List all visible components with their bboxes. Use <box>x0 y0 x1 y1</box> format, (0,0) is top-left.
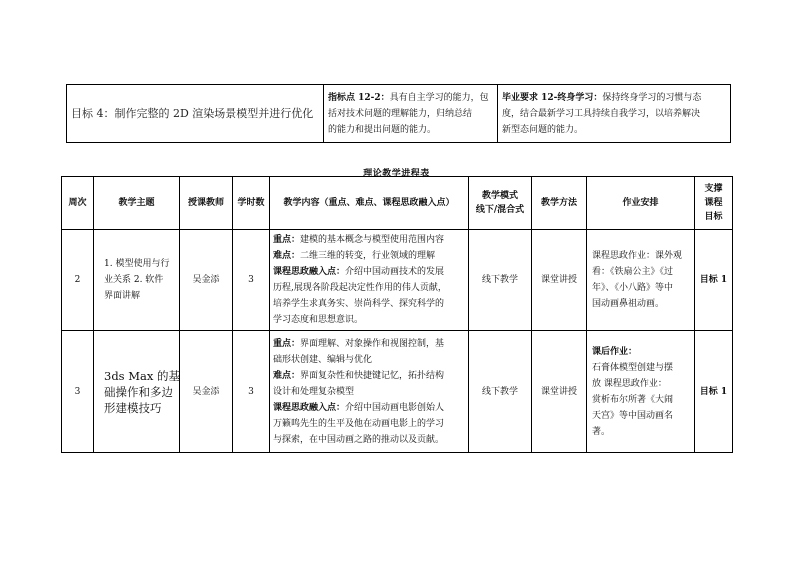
header-content: 教学内容（重点、难点、课程思政融入点） <box>270 177 469 230</box>
requirement-cell <box>498 85 731 143</box>
homework-line: 国动画鼻祖动画。 <box>592 299 665 309</box>
hours-cell: 3 <box>233 331 270 453</box>
teacher-cell: 吴金添 <box>180 230 233 331</box>
indicator-cell <box>324 85 498 143</box>
homework-line: 看：《铁扇公主》《过 <box>592 267 674 277</box>
topic-line: 形建模技巧 <box>104 400 162 415</box>
target-cell: 目标 1 <box>695 331 733 453</box>
requirement-label: 毕业要求 12-终身学习： <box>502 92 603 103</box>
topic-line: 1. 模型使用与行 <box>104 259 170 269</box>
header-hours: 学时数 <box>233 177 270 230</box>
ideology-text-line: 历程,展现各阶段起决定性作用的伟人贡献， <box>273 283 447 293</box>
method-cell: 课堂讲授 <box>532 331 587 453</box>
header-homework: 作业安排 <box>587 177 695 230</box>
key-point <box>273 232 465 248</box>
table-title: 理论教学进程表 <box>363 169 430 179</box>
header-target-line: 课程 <box>704 198 723 208</box>
ideology-label: 课程思政融入点： <box>273 402 346 413</box>
difficult-label: 难点： <box>273 251 301 261</box>
header-target-line: 支撑 <box>704 184 723 194</box>
ideology-point <box>273 264 465 280</box>
ideology-text-line: 学习态度和思想意识。 <box>273 315 364 325</box>
header-target <box>695 177 733 230</box>
homework-line: 著。 <box>592 426 611 437</box>
header-week: 周次 <box>62 177 94 230</box>
key-label: 重点： <box>273 338 301 349</box>
table-row <box>62 230 733 331</box>
topic-line: 界面讲解 <box>104 291 141 301</box>
ideology-label: 课程思政融入点： <box>273 267 346 277</box>
difficult-text: 二维三维的转变，行业领域的理解 <box>300 251 436 261</box>
mode-cell: 线下教学 <box>469 230 532 331</box>
homework-line: 石膏体模型创建与摆 <box>592 362 674 373</box>
header-row <box>62 177 733 230</box>
key-point <box>273 336 465 352</box>
difficult-point <box>273 248 465 264</box>
homework-cell <box>587 230 695 331</box>
content-cell <box>270 331 469 453</box>
header-mode-line: 教学模式 <box>481 191 518 201</box>
homework-line: 赏析布尔所著《大闹 <box>592 394 674 405</box>
indicator-text-line: 具有自主学习的能力，包 <box>389 92 489 103</box>
target-cell: 目标 1 <box>695 230 733 331</box>
indicator-text-line: 括对技术问题的理解能力，归纳总结 <box>328 108 473 119</box>
method-cell: 课堂讲授 <box>532 230 587 331</box>
header-topic: 教学主题 <box>94 177 180 230</box>
key-label: 重点： <box>273 235 301 245</box>
ideology-text-line: 介绍中国动画电影创始人 <box>345 402 445 413</box>
ideology-text-line: 介绍中国动画技术的发展 <box>345 267 445 277</box>
ideology-text-line: 培养学生求真务实、崇尚科学、探究科学的 <box>273 299 445 309</box>
topic-cell <box>94 230 180 331</box>
ideology-text-line: 与探索，在中国动画之路的推动以及贡献。 <box>273 434 445 445</box>
table-row <box>62 331 733 453</box>
requirement-text-line: 度，结合最新学习工具持续自我学习，以培养解决 <box>502 108 701 119</box>
objective-cell: 目标 4：制作完整的 2D 渲染场景模型并进行优化 <box>67 85 324 143</box>
homework-line: 年》、《小八路》等中 <box>592 283 674 293</box>
homework-line: 课程思政作业：课外观 <box>592 251 683 261</box>
homework-label: 课后作业： <box>592 346 638 357</box>
homework-cell <box>587 331 695 453</box>
header-teacher: 授课教师 <box>180 177 233 230</box>
hours-cell: 3 <box>233 230 270 331</box>
key-text-line: 界面理解、对象操作和视图控制，基 <box>300 338 445 349</box>
week-cell: 2 <box>62 230 94 331</box>
ideology-text-line: 万籁鸣先生的生平及他在动画电影上的学习 <box>273 418 445 429</box>
header-target-line: 目标 <box>704 212 723 222</box>
objective-table <box>66 84 731 143</box>
requirement-text-line: 新型态问题的能力。 <box>502 124 584 135</box>
ideology-point <box>273 400 465 416</box>
mode-cell: 线下教学 <box>469 331 532 453</box>
key-text-line: 础形状创建、编辑与优化 <box>273 354 373 365</box>
topic-line: 业关系 2. 软件 <box>104 275 164 285</box>
indicator-label: 指标点 12-2： <box>328 92 390 103</box>
difficult-text-line: 设计和处理复杂模型 <box>273 386 355 397</box>
homework-line: 放 课程思政作业： <box>592 378 667 389</box>
difficult-label: 难点： <box>273 370 301 381</box>
requirement-text-line: 保持终身学习的习惯与态 <box>602 92 702 103</box>
content-cell <box>270 230 469 331</box>
header-mode-line: 线下/混合式 <box>475 205 525 215</box>
topic-line: 础操作和多边 <box>104 384 173 399</box>
teacher-cell: 吴金添 <box>180 331 233 453</box>
difficult-point <box>273 368 465 384</box>
topic-cell <box>94 331 180 453</box>
header-method: 教学方法 <box>532 177 587 230</box>
indicator-text-line: 的能力和提出问题的能力。 <box>328 124 437 135</box>
difficult-text-line: 界面复杂性和快捷键记忆，拓扑结构 <box>300 370 445 381</box>
header-mode <box>469 177 532 230</box>
topic-line: 3ds Max 的基 <box>104 368 181 383</box>
key-text: 建模的基本概念与模型使用范围内容 <box>300 235 445 245</box>
homework-line: 天宫》等中国动画名 <box>592 410 674 421</box>
teaching-process-table <box>61 176 733 453</box>
week-cell: 3 <box>62 331 94 453</box>
objective-row <box>67 85 731 143</box>
